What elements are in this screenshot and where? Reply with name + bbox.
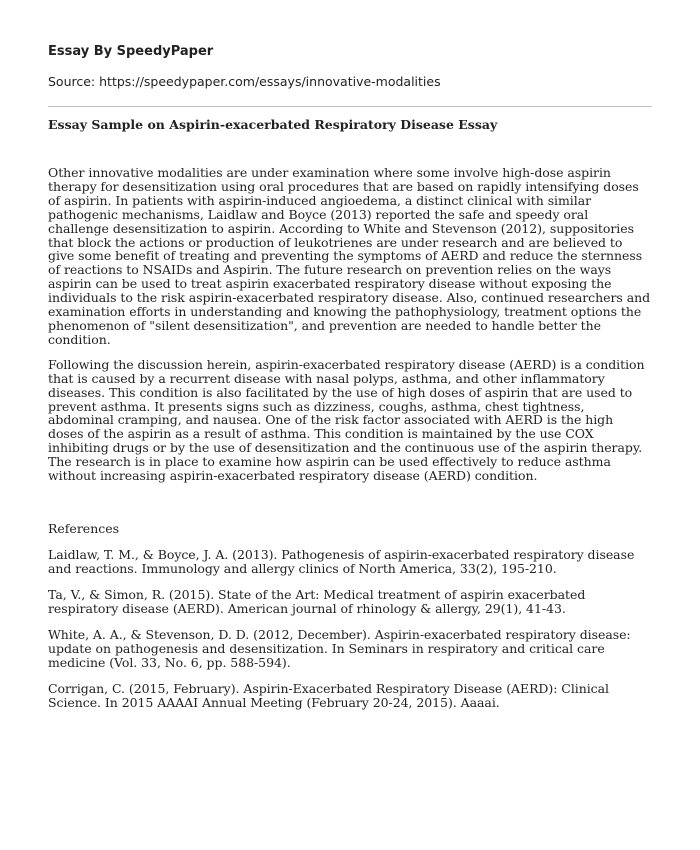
header-divider [48, 106, 652, 107]
reference-item-4: Corrigan, C. (2015, February). Aspirin-Exacerbated Respiratory Disease (AERD): Clinical Science. In 2015 AAAAI Annual Meeting (February 20-24, 2015). Aaaai. [48, 680, 609, 710]
reference-item-2: Ta, V., & Simon, R. (2015). State of the Art: Medical treatment of aspirin exacerbated respiratory disease (AERD). American journal of rhinology & allergy, 29(1), 41-43. [48, 586, 586, 616]
essay-paragraph-2: Following the discussion herein, aspirin-exacerbated respiratory disease (AERD) is a condition that is caused by a recurrent disease with nasal polyps, asthma, and other inflammatory diseases. This condition is also facilitated by the use of high doses of aspirin that are used to prevent asthma. It presents signs such as dizziness, coughs, asthma, chest tightness, abdominal cramping, and nausea. One of the risk factor associated with AERD is the high doses of the aspirin as a result of asthma. This condition is maintained by the use COX inhibiting drugs or by the use of desensitization and the continuous use of the aspirin therapy. The research is in place to examine how aspirin can be used effectively to reduce asthma without increasing aspirin-exacerbated respiratory disease (AERD) condition. [48, 356, 645, 484]
reference-item-3: White, A. A., & Stevenson, D. D. (2012, December). Aspirin-exacerbated respiratory disease: update on pathogenesis and desensitization. In Seminars in respiratory and critical care medicine (Vol. 33, No. 6, pp. 588-594). [48, 626, 631, 670]
source-line: Source: https://speedypaper.com/essays/innovative-modalities [48, 74, 441, 89]
references-heading: References [48, 520, 120, 536]
essay-paragraph-1: Other innovative modalities are under examination where some involve high-dose aspirin therapy for desensitization using oral procedures that are based on rapidly intensifying doses of aspirin. In patients with aspirin-induced angioedema, a distinct clinical with similar pathogenic mechanisms, Laidlaw and Boyce (2013) reported the safe and speedy oral challenge desensitization to aspirin. According to White and Stevenson (2012), suppositories that block the actions or production of leukotrienes are under research and are believed to give some benefit of treating and preventing the symptoms of AERD and reduce the sternness of reactions to NSAIDs and Aspirin. The future research on prevention relies on the ways aspirin can be used to treat aspirin exacerbated respiratory disease without exposing the individuals to the risk aspirin-exacerbated respiratory disease. Also, continued researchers and examination efforts in understanding and knowing the pathophysiology, treatment options the phenomenon of "silent desensitization", and prevention are needed to handle better the condition. [48, 165, 651, 347]
essay-title: Essay Sample on Aspirin-exacerbated Respiratory Disease Essay [48, 117, 498, 132]
reference-item-1: Laidlaw, T. M., & Boyce, J. A. (2013). Pathogenesis of aspirin-exacerbated respiratory disease and reactions. Immunology and allergy clinics of North America, 33(2), 195-210. [48, 546, 635, 576]
document-header-title: Essay By SpeedyPaper [48, 44, 214, 59]
